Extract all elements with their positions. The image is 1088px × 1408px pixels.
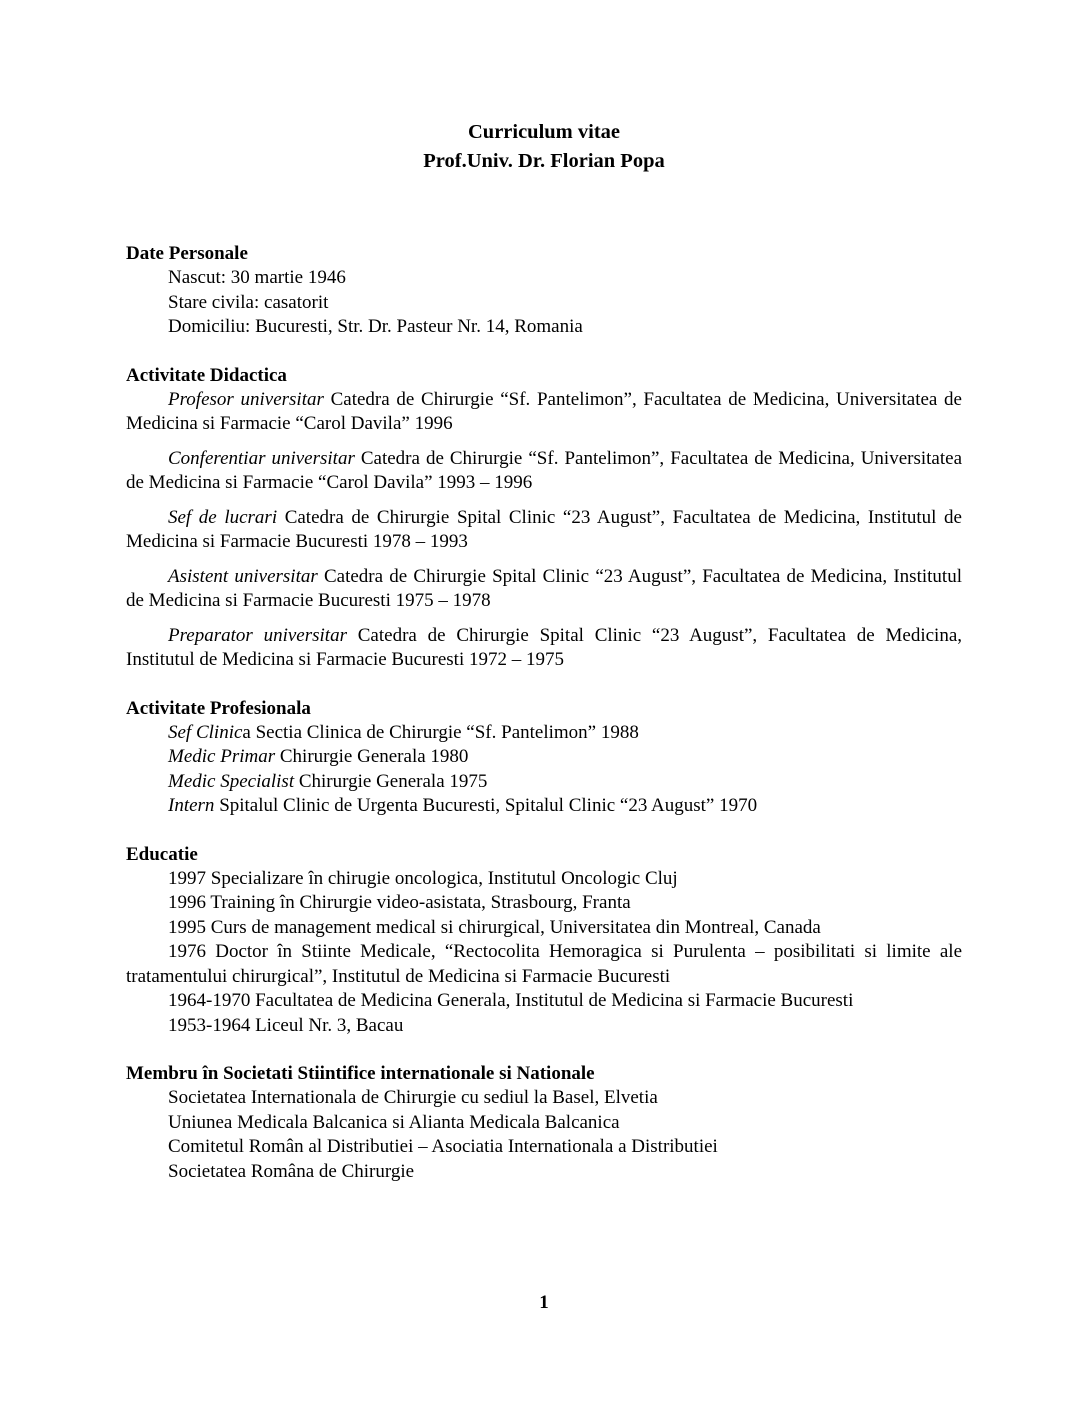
- professional-entry-2: [168, 770, 962, 795]
- teaching-entry-0: [126, 388, 962, 437]
- professional-text-3: Spitalul Clinic de Urgenta Bucuresti, Spitalul Clinic “23 August” 1970: [214, 795, 758, 816]
- education-line-1: 1996 Training în Chirurgie video-asistata, Strasbourg, Franta: [168, 892, 631, 913]
- teaching-text-0: Catedra de Chirurgie “Sf. Pantelimon”, Facultatea de Medicina, Universitatea de Medicina si Farmacie “Carol Davila” 1996: [126, 388, 962, 434]
- document-body: [126, 118, 962, 1184]
- membership-line-0: Societatea Internationala de Chirurgie cu sediul la Basel, Elvetia: [168, 1087, 658, 1108]
- section-heading-memberships: Membru în Societati Stiintifice internationale si Nationale: [126, 1063, 595, 1084]
- professional-entry-0: [168, 721, 962, 746]
- section-heading-personal: Date Personale: [126, 243, 248, 264]
- teaching-text-1: Catedra de Chirurgie “Sf. Pantelimon”, Facultatea de Medicina, Universitatea de Medicina si Farmacie “Carol Davila” 1993 – 1996: [126, 447, 963, 493]
- teaching-role-0: Profesor universitar: [168, 388, 324, 410]
- teaching-text-2: Catedra de Chirurgie Spital Clinic “23 August”, Facultatea de Medicina, Institutul de Medicina si Farmacie Bucuresti 1978 – 1993: [126, 506, 962, 552]
- professional-text-0: a Sectia Clinica de Chirurgie “Sf. Pantelimon” 1988: [242, 721, 639, 743]
- professional-role-1: Medic Primar: [168, 746, 276, 767]
- education-line-0: 1997 Specializare în chirugie oncologica, Institutul Oncologic Cluj: [168, 867, 678, 889]
- professional-entry-1: [168, 745, 962, 770]
- professional-role-0: Sef Clinic: [168, 721, 243, 743]
- teaching-entry-4: [126, 624, 962, 673]
- professional-role-2: Medic Specialist: [168, 770, 295, 792]
- document-title-line1: Curriculum vitae: [467, 121, 621, 143]
- section-heading-teaching: Activitate Didactica: [126, 364, 287, 386]
- membership-line-1: Uniunea Medicala Balcanica si Alianta Medicala Balcanica: [168, 1111, 620, 1133]
- personal-line-2: Domiciliu: Bucuresti, Str. Dr. Pasteur Nr. 14, Romania: [168, 316, 583, 337]
- education-line-2: 1995 Curs de management medical si chirurgical, Universitatea din Montreal, Canada: [168, 916, 821, 938]
- education-line-3: 1964-1970 Facultatea de Medicina Generala, Institutul de Medicina si Farmacie Bucuresti: [168, 990, 854, 1011]
- teaching-role-2: Sef de lucrari: [168, 506, 278, 528]
- teaching-entry-2: [126, 506, 962, 555]
- education-doctorate: 1976 Doctor în Stiinte Medicale, “Rectocolita Hemoragica si Purulenta – posibilitati si limite ale tratamentului chirurgical”, Institutul de Medicina si Farmacie Bucuresti: [126, 941, 962, 987]
- teaching-role-4: Preparator universitar: [168, 624, 347, 646]
- page-number: 1: [539, 1292, 549, 1313]
- professional-text-1: Chirurgie Generala 1980: [275, 746, 469, 767]
- professional-text-2: Chirurgie Generala 1975: [294, 770, 488, 792]
- teaching-entry-3: [126, 565, 962, 614]
- education-line-4: 1953-1964 Liceul Nr. 3, Bacau: [168, 1014, 404, 1036]
- professional-entry-3: [168, 794, 962, 819]
- section-heading-professional: Activitate Profesionala: [126, 697, 311, 719]
- personal-line-0: Nascut: 30 martie 1946: [168, 267, 346, 288]
- section-heading-education: Educatie: [126, 843, 198, 865]
- teaching-role-1: Conferentiar universitar: [168, 447, 355, 469]
- document-title-line2: Prof.Univ. Dr. Florian Popa: [423, 150, 665, 172]
- membership-line-3: Societatea Româna de Chirurgie: [168, 1160, 415, 1182]
- teaching-text-3: Catedra de Chirurgie Spital Clinic “23 August”, Facultatea de Medicina, Institutul de Medicina si Farmacie Bucuresti 1975 – 1978: [126, 565, 962, 611]
- professional-role-3: Intern: [168, 795, 215, 816]
- teaching-role-3: Asistent universitar: [168, 565, 318, 587]
- personal-line-1: Stare civila: casatorit: [168, 291, 329, 313]
- membership-line-2: Comitetul Român al Distributiei – Asociatia Internationala a Distributiei: [168, 1136, 718, 1157]
- teaching-entry-1: [126, 447, 962, 496]
- teaching-text-4: Catedra de Chirurgie Spital Clinic “23 August”, Facultatea de Medicina, Institutul de Medicina si Farmacie Bucuresti 1972 – 1975: [126, 624, 962, 670]
